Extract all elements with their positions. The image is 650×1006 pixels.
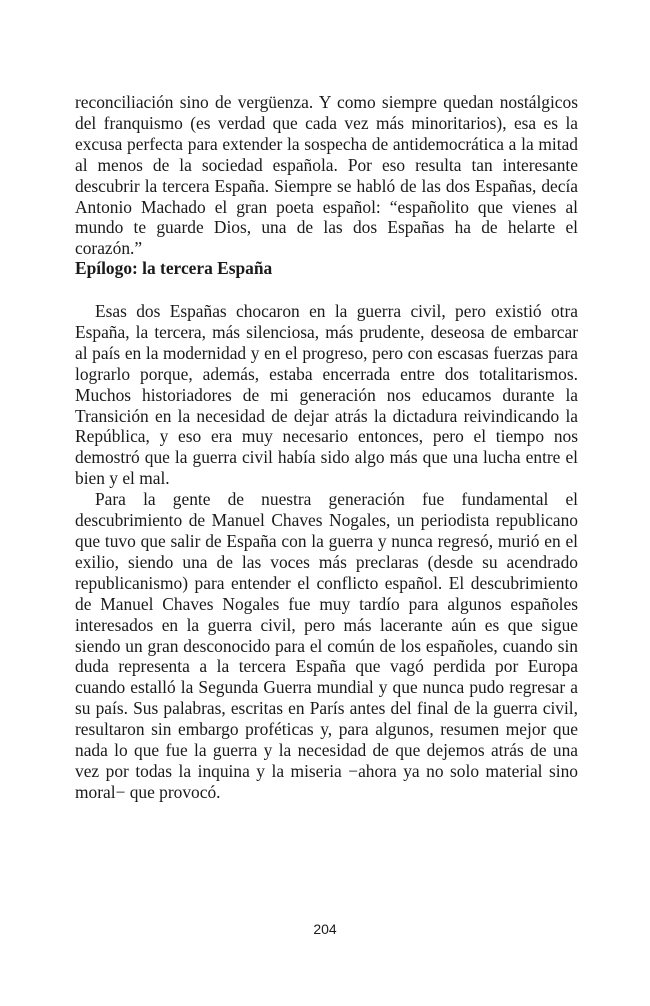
section-heading: Epílogo: la tercera España <box>75 258 273 278</box>
continued-paragraph-block <box>75 92 578 259</box>
page-number: 204 <box>313 921 337 937</box>
body-paragraph-1: Esas dos Españas chocaron en la guerra civil, pero existió otra España, la tercera, más silenciosa, más prudente, deseosa de embarcar al país en la modernidad y en el progreso, pero con escasas fuerzas para lograrlo porque, además, estaba encerrada entre dos totalitarismos. Muchos historiadores de mi generación nos educamos durante la Transición en la necesidad de dejar atrás la dictadura reivindicando la República, y eso era muy necesario entonces, pero el tiempo nos demostró que la guerra civil había sido algo más que una lucha entre el bien y el mal. <box>75 301 578 489</box>
continued-paragraph: reconciliación sino de vergüenza. Y como siempre quedan nostálgicos del franquismo (es verdad que cada vez más minoritarios), esa es la excusa perfecta para extender la sospecha de antidemocrática a la mitad al menos de la sociedad española. Por eso resulta tan interesante descubrir la tercera España. Siempre se habló de las dos Españas, decía Antonio Machado el gran poeta español: “españolito que vienes al mundo te guarde Dios, una de las dos Españas ha de helarte el corazón.” <box>75 92 578 259</box>
body-paragraph-2: Para la gente de nuestra generación fue fundamental el descubrimiento de Manuel Chaves Nogales, un periodista republicano que tuvo que salir de España con la guerra y nunca regresó, murió en el exilio, siendo una de las voces más preclaras (desde su acendrado republicanismo) para entender el conflicto español. El descubrimiento de Manuel Chaves Nogales fue muy tardío para algunos españoles interesados en la guerra civil, pero más lacerante aún es que sigue siendo un gran desconocido para el común de los españoles, cuando sin duda representa a la tercera España que vagó perdida por Europa cuando estalló la Segunda Guerra mundial y que nunca pudo regresar a su país. Sus palabras, escritas en París antes del final de la guerra civil, resultaron sin embargo proféticas y, para algunos, resumen mejor que nada lo que fue la guerra y la necesidad de que dejemos atrás de una vez por todas la inquina y la miseria −ahora ya no solo material sino moral− que provocó. <box>75 489 578 802</box>
epilogue-body <box>75 301 578 803</box>
